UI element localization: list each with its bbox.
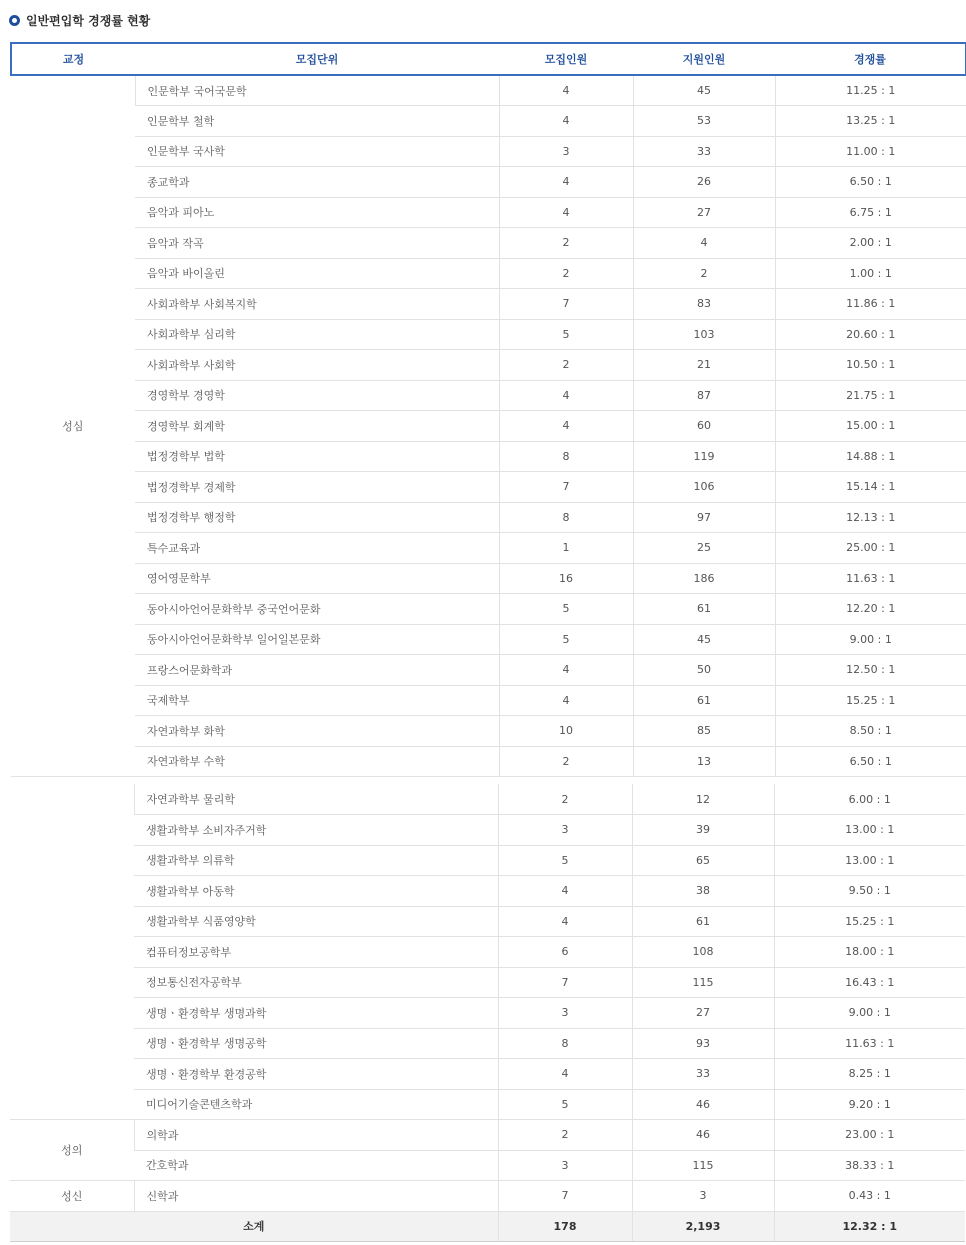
quota-cell: 8 [499, 502, 633, 533]
applicants-cell: 61 [633, 594, 775, 625]
table-row [10, 1059, 965, 1090]
applicants-cell: 119 [633, 441, 775, 472]
quota-cell: 5 [499, 594, 633, 625]
unit-cell: 생활과학부 아동학 [134, 876, 498, 907]
table-row [11, 380, 966, 411]
ratio-cell: 0.43 : 1 [774, 1181, 965, 1212]
ratio-cell: 12.20 : 1 [775, 594, 966, 625]
total-label: 소계 [10, 1211, 498, 1241]
table-row [10, 815, 965, 846]
applicants-cell: 93 [632, 1028, 774, 1059]
table-row [11, 502, 966, 533]
applicants-cell: 106 [633, 472, 775, 503]
applicants-cell: 115 [632, 1150, 774, 1181]
applicants-cell: 3 [632, 1181, 774, 1212]
total-ratio: 12.32 : 1 [774, 1211, 965, 1241]
table-row [11, 197, 966, 228]
applicants-cell: 27 [633, 197, 775, 228]
ratio-cell: 15.00 : 1 [775, 411, 966, 442]
quota-cell: 4 [499, 75, 633, 106]
unit-cell: 음악과 작곡 [135, 228, 499, 259]
unit-cell: 생활과학부 의류학 [134, 845, 498, 876]
table-row [10, 1089, 965, 1120]
quota-cell: 8 [499, 441, 633, 472]
table-row [11, 258, 966, 289]
applicants-cell: 97 [633, 502, 775, 533]
unit-cell: 인문학부 국어국문학 [135, 75, 499, 106]
campus-cell: 성의 [10, 1120, 134, 1181]
applicants-cell: 85 [633, 716, 775, 747]
quota-cell: 4 [499, 167, 633, 198]
unit-cell: 생활과학부 소비자주거학 [134, 815, 498, 846]
quota-cell: 4 [498, 906, 632, 937]
ratio-cell: 25.00 : 1 [775, 533, 966, 564]
table-row [11, 563, 966, 594]
ratio-cell: 12.13 : 1 [775, 502, 966, 533]
total-applicants: 2,193 [632, 1211, 774, 1241]
unit-cell: 경영학부 회계학 [135, 411, 499, 442]
ratio-cell: 11.63 : 1 [774, 1028, 965, 1059]
ratio-cell: 10.50 : 1 [775, 350, 966, 381]
circle-bullet-icon [9, 15, 20, 26]
quota-cell: 4 [499, 106, 633, 137]
table-row [11, 350, 966, 381]
quota-cell: 2 [499, 350, 633, 381]
ratio-cell: 6.75 : 1 [775, 197, 966, 228]
quota-cell: 7 [499, 289, 633, 320]
applicants-cell: 45 [633, 75, 775, 106]
ratio-cell: 15.25 : 1 [774, 906, 965, 937]
ratio-cell: 11.63 : 1 [775, 563, 966, 594]
ratio-cell: 14.88 : 1 [775, 441, 966, 472]
table-row [10, 1150, 965, 1181]
table-row [11, 411, 966, 442]
ratio-cell: 38.33 : 1 [774, 1150, 965, 1181]
total-row [10, 1211, 965, 1241]
ratio-cell: 2.00 : 1 [775, 228, 966, 259]
table-row [10, 1181, 965, 1212]
header-quota: 모집인원 [499, 43, 633, 75]
campus-cell: 성신 [10, 1181, 134, 1212]
table-row [10, 937, 965, 968]
quota-cell: 4 [499, 685, 633, 716]
ratio-cell: 13.00 : 1 [774, 815, 965, 846]
page-title: 일반편입학 경쟁률 현황 [26, 13, 151, 28]
quota-cell: 4 [499, 197, 633, 228]
table-row [11, 75, 966, 106]
unit-cell: 인문학부 국사학 [135, 136, 499, 167]
table-row [11, 319, 966, 350]
unit-cell: 법정경학부 경제학 [135, 472, 499, 503]
table-row [11, 228, 966, 259]
unit-cell: 음악과 피아노 [135, 197, 499, 228]
table-row [11, 624, 966, 655]
unit-cell: 경영학부 경영학 [135, 380, 499, 411]
header-ratio: 경쟁률 [775, 43, 966, 75]
unit-cell: 생명ㆍ환경학부 생명공학 [134, 1028, 498, 1059]
quota-cell: 2 [499, 258, 633, 289]
ratio-cell: 9.00 : 1 [774, 998, 965, 1029]
header-unit: 모집단위 [135, 43, 499, 75]
quota-cell: 5 [498, 1089, 632, 1120]
applicants-cell: 83 [633, 289, 775, 320]
applicants-cell: 39 [632, 815, 774, 846]
applicants-cell: 61 [633, 685, 775, 716]
quota-cell: 4 [498, 1059, 632, 1090]
applicants-cell: 38 [632, 876, 774, 907]
quota-cell: 2 [499, 746, 633, 777]
table-row [11, 472, 966, 503]
ratio-cell: 11.25 : 1 [775, 75, 966, 106]
table-row [11, 533, 966, 564]
quota-cell: 1 [499, 533, 633, 564]
unit-cell: 간호학과 [134, 1150, 498, 1181]
unit-cell: 미디어기술콘텐츠학과 [134, 1089, 498, 1120]
campus-cell: 성심 [11, 75, 135, 777]
applicants-cell: 186 [633, 563, 775, 594]
unit-cell: 자연과학부 수학 [135, 746, 499, 777]
applicants-cell: 12 [632, 784, 774, 815]
table-row [11, 716, 966, 747]
applicants-cell: 50 [633, 655, 775, 686]
quota-cell: 4 [499, 411, 633, 442]
table-row [10, 967, 965, 998]
quota-cell: 2 [498, 784, 632, 815]
table-row [10, 906, 965, 937]
ratio-cell: 6.00 : 1 [774, 784, 965, 815]
table-row [11, 106, 966, 137]
quota-cell: 4 [499, 380, 633, 411]
table-row [11, 685, 966, 716]
total-quota: 178 [498, 1211, 632, 1241]
quota-cell: 7 [499, 472, 633, 503]
applicants-cell: 13 [633, 746, 775, 777]
applicants-cell: 108 [632, 937, 774, 968]
applicants-cell: 27 [632, 998, 774, 1029]
unit-cell: 컴퓨터정보공학부 [134, 937, 498, 968]
ratio-cell: 8.25 : 1 [774, 1059, 965, 1090]
ratio-cell: 23.00 : 1 [774, 1120, 965, 1151]
unit-cell: 특수교육과 [135, 533, 499, 564]
quota-cell: 5 [499, 319, 633, 350]
table-header-row [11, 43, 966, 75]
table-row [11, 167, 966, 198]
quota-cell: 3 [498, 1150, 632, 1181]
applicants-cell: 53 [633, 106, 775, 137]
unit-cell: 국제학부 [135, 685, 499, 716]
unit-cell: 신학과 [134, 1181, 498, 1212]
quota-cell: 7 [498, 1181, 632, 1212]
unit-cell: 사회과학부 사회학 [135, 350, 499, 381]
unit-cell: 생명ㆍ환경학부 생명과학 [134, 998, 498, 1029]
unit-cell: 생활과학부 식품영양학 [134, 906, 498, 937]
ratio-cell: 13.25 : 1 [775, 106, 966, 137]
table-row [11, 289, 966, 320]
section-title [9, 12, 150, 28]
quota-cell: 5 [498, 845, 632, 876]
unit-cell: 법정경학부 법학 [135, 441, 499, 472]
quota-cell: 10 [499, 716, 633, 747]
quota-cell: 16 [499, 563, 633, 594]
unit-cell: 인문학부 철학 [135, 106, 499, 137]
quota-cell: 4 [499, 655, 633, 686]
applicants-cell: 26 [633, 167, 775, 198]
table-row [11, 746, 966, 777]
quota-cell: 7 [498, 967, 632, 998]
unit-cell: 사회과학부 사회복지학 [135, 289, 499, 320]
applicants-cell: 33 [632, 1059, 774, 1090]
unit-cell: 프랑스어문화학과 [135, 655, 499, 686]
applicants-cell: 60 [633, 411, 775, 442]
ratio-cell: 18.00 : 1 [774, 937, 965, 968]
unit-cell: 사회과학부 심리학 [135, 319, 499, 350]
applicants-cell: 103 [633, 319, 775, 350]
applicants-cell: 87 [633, 380, 775, 411]
table-row [10, 1120, 965, 1151]
ratio-cell: 6.50 : 1 [775, 746, 966, 777]
table-row [10, 1028, 965, 1059]
ratio-cell: 6.50 : 1 [775, 167, 966, 198]
applicants-cell: 65 [632, 845, 774, 876]
quota-cell: 3 [498, 998, 632, 1029]
unit-cell: 생명ㆍ환경학부 환경공학 [134, 1059, 498, 1090]
unit-cell: 동아시아언어문화학부 중국언어문화 [135, 594, 499, 625]
quota-cell: 6 [498, 937, 632, 968]
applicants-cell: 33 [633, 136, 775, 167]
applicants-cell: 4 [633, 228, 775, 259]
ratio-cell: 8.50 : 1 [775, 716, 966, 747]
ratio-cell: 21.75 : 1 [775, 380, 966, 411]
ratio-cell: 1.00 : 1 [775, 258, 966, 289]
ratio-cell: 9.00 : 1 [775, 624, 966, 655]
ratio-cell: 13.00 : 1 [774, 845, 965, 876]
applicants-cell: 46 [632, 1120, 774, 1151]
table-row [11, 594, 966, 625]
applicants-cell: 2 [633, 258, 775, 289]
table-row [10, 845, 965, 876]
applicants-cell: 115 [632, 967, 774, 998]
campus-cell [10, 784, 134, 1120]
unit-cell: 동아시아언어문화학부 일어일본문화 [135, 624, 499, 655]
unit-cell: 종교학과 [135, 167, 499, 198]
unit-cell: 자연과학부 물리학 [134, 784, 498, 815]
applicants-cell: 45 [633, 624, 775, 655]
applicants-cell: 25 [633, 533, 775, 564]
table-row [10, 998, 965, 1029]
table-row [11, 655, 966, 686]
quota-cell: 2 [499, 228, 633, 259]
unit-cell: 법정경학부 행정학 [135, 502, 499, 533]
quota-cell: 3 [498, 815, 632, 846]
table-row [11, 136, 966, 167]
ratio-cell: 11.00 : 1 [775, 136, 966, 167]
quota-cell: 8 [498, 1028, 632, 1059]
ratio-cell: 9.50 : 1 [774, 876, 965, 907]
ratio-cell: 12.50 : 1 [775, 655, 966, 686]
table-row [10, 876, 965, 907]
header-applicants: 지원인원 [633, 43, 775, 75]
ratio-cell: 16.43 : 1 [774, 967, 965, 998]
quota-cell: 3 [499, 136, 633, 167]
header-campus: 교정 [11, 43, 135, 75]
quota-cell: 2 [498, 1120, 632, 1151]
quota-cell: 4 [498, 876, 632, 907]
unit-cell: 음악과 바이올린 [135, 258, 499, 289]
ratio-cell: 15.14 : 1 [775, 472, 966, 503]
competition-table-part-1 [10, 42, 965, 777]
applicants-cell: 21 [633, 350, 775, 381]
unit-cell: 정보통신전자공학부 [134, 967, 498, 998]
ratio-cell: 15.25 : 1 [775, 685, 966, 716]
ratio-cell: 20.60 : 1 [775, 319, 966, 350]
unit-cell: 영어영문학부 [135, 563, 499, 594]
ratio-cell: 11.86 : 1 [775, 289, 966, 320]
unit-cell: 자연과학부 화학 [135, 716, 499, 747]
ratio-cell: 9.20 : 1 [774, 1089, 965, 1120]
table-row [10, 784, 965, 815]
quota-cell: 5 [499, 624, 633, 655]
unit-cell: 의학과 [134, 1120, 498, 1151]
competition-table-part-2 [10, 784, 965, 1242]
table-row [11, 441, 966, 472]
applicants-cell: 46 [632, 1089, 774, 1120]
applicants-cell: 61 [632, 906, 774, 937]
